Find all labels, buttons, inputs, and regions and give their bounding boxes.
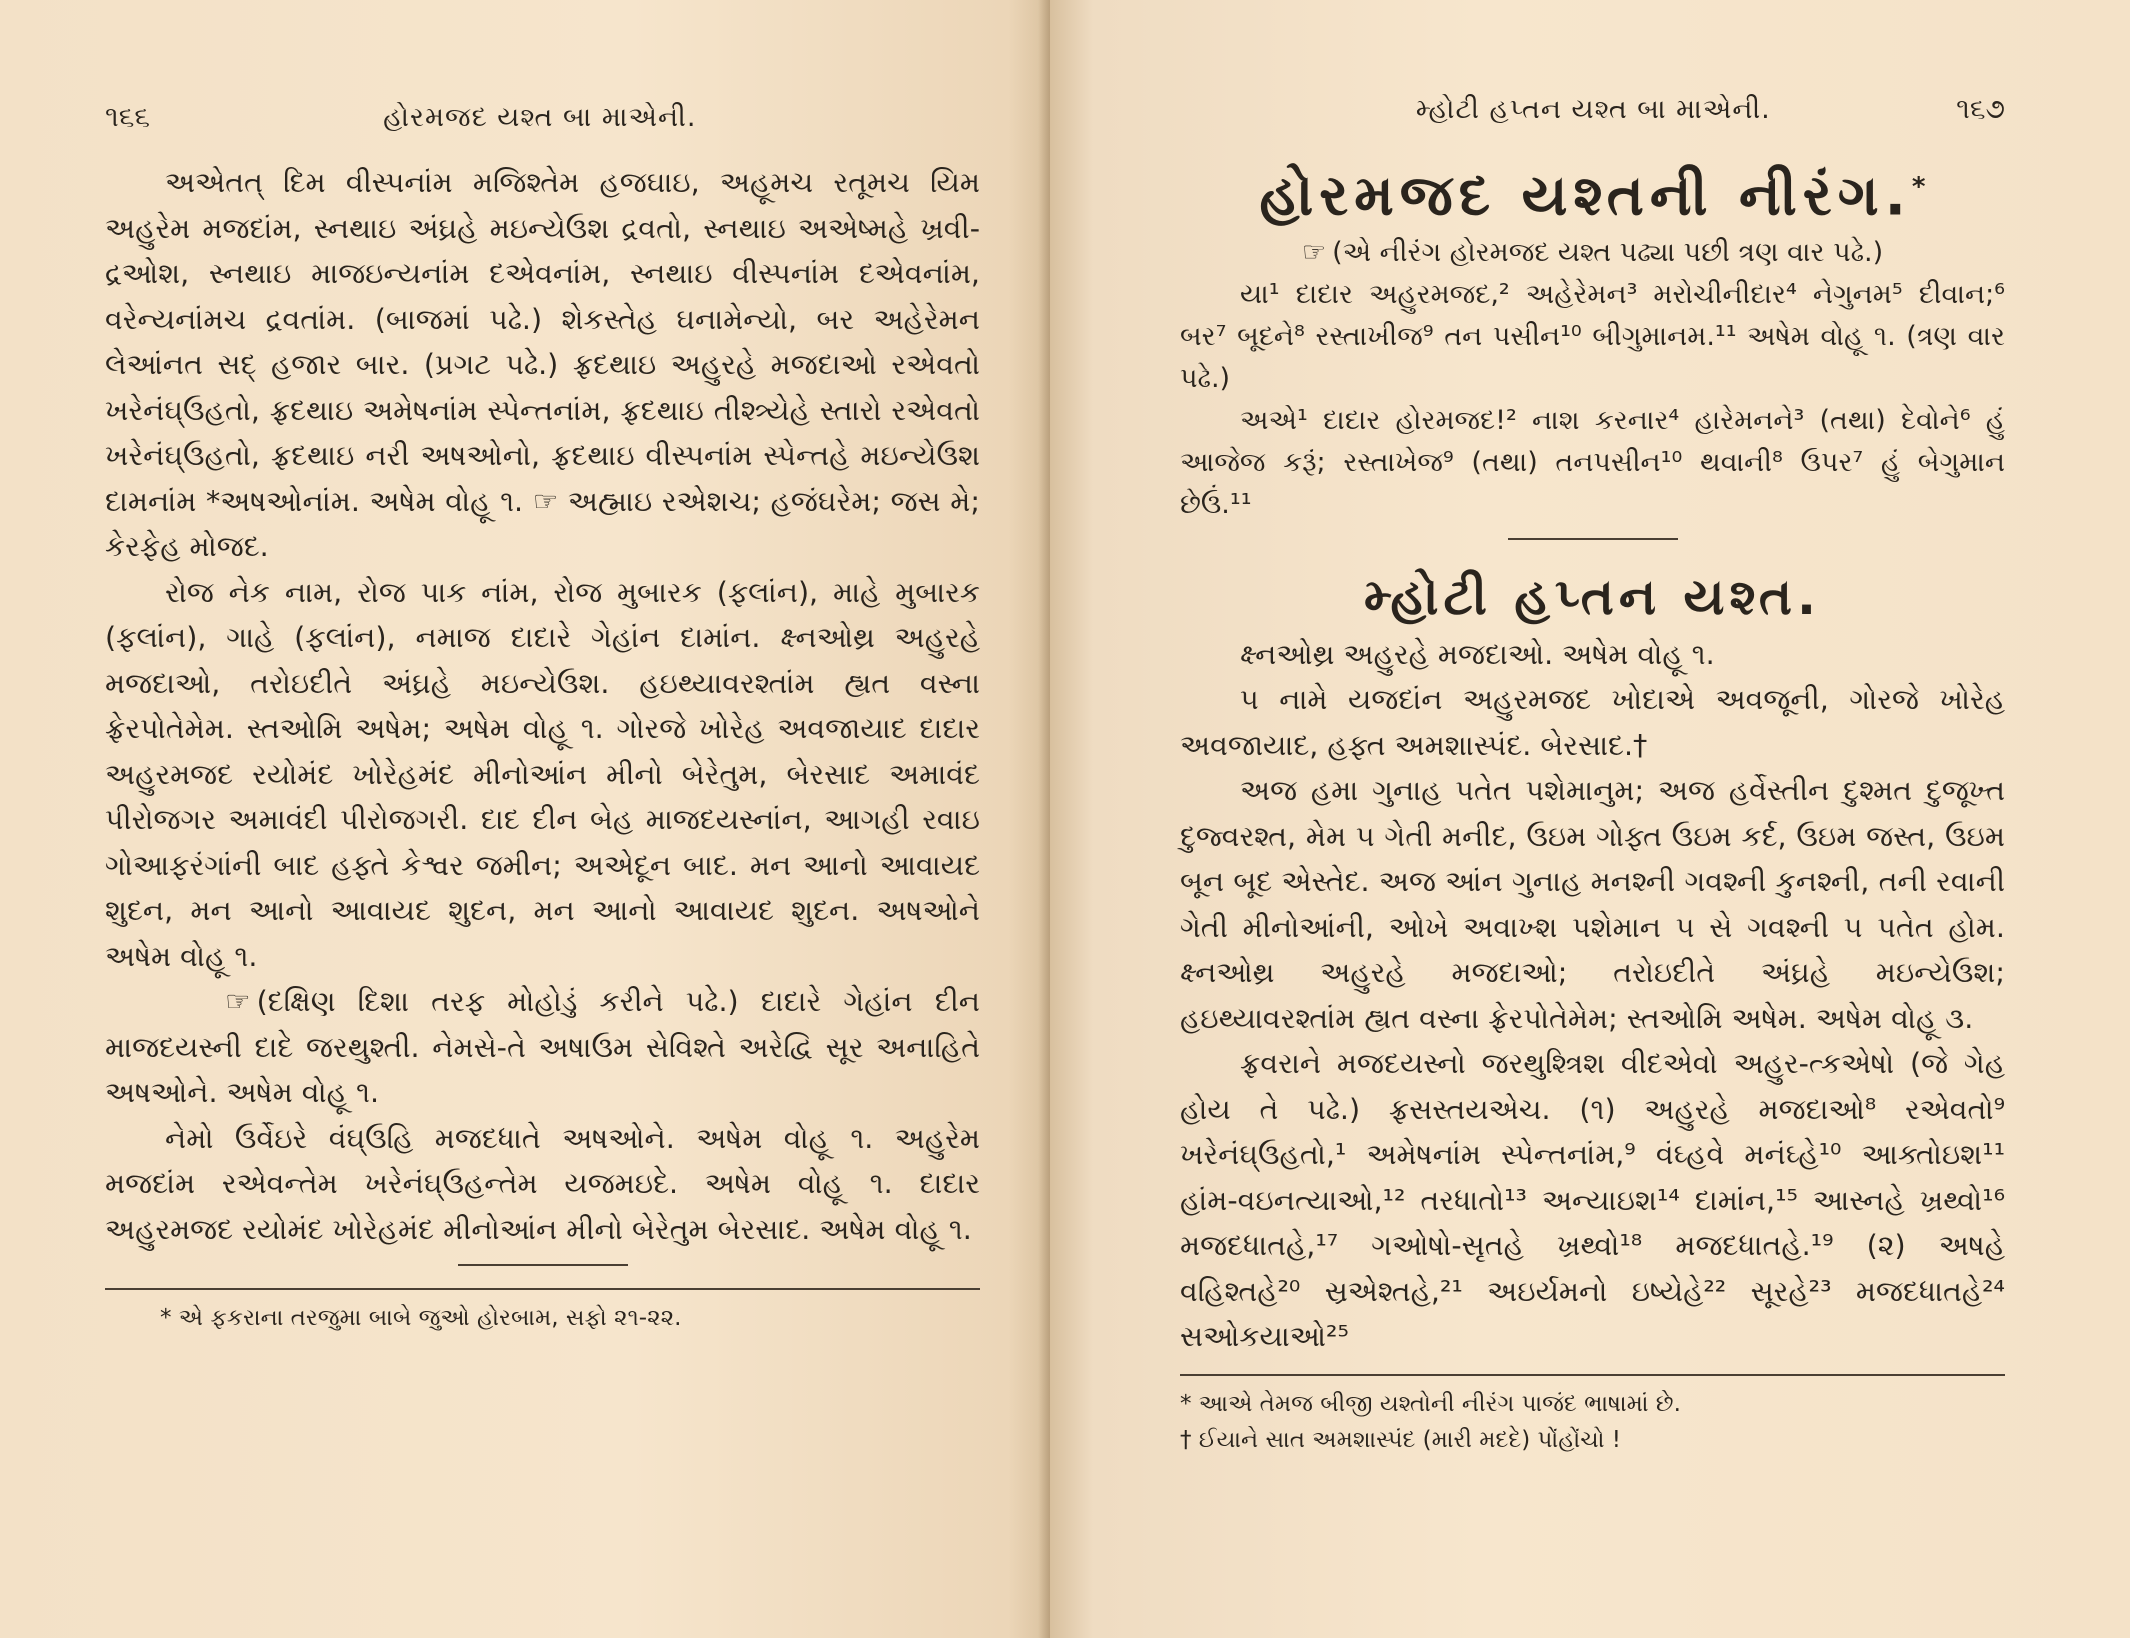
- nirang-heading-mark: *: [1911, 172, 1926, 202]
- right-footnote-1: * આએ તેમજ બીજી યશ્તોની નીરંગ પાજંદ ભાષામાં છે.: [1180, 1390, 1681, 1417]
- right-paragraph-4: ફ્રવરાને મજદયસ્નો જરથુશ્ત્રિશ વીદએવો અહુર-ત્કએષો (જે ગેહ હોય તે પઢે.) ફ્રસસ્તયએચ. (૧) અહુરહે મજદાઓ⁸ રએવતો⁹ ખરેનંઘ્ઉહતો,¹ અમેષનાંમ સ્પેન્તનાંમ,⁹ વંઘ્હવે મનંઘ્હે¹⁰ આક્તોઇશ¹¹ હાંમ-વઇનત્યાઓ,¹² તરધાતો¹³ અન્યાઇશ¹⁴ દામાંન,¹⁵ આસ્નહે ખ્રથ્વો¹⁶ મજદધાતહે,¹⁷ ગઓષો-સૃતહે ખ્રથ્વો¹⁸ મજદધાતહે.¹⁹ (૨) અષહે વહિશ્તહે²⁰ સ્રએશ્તહે,²¹ અઇર્યમનો ઇષ્યેહે²² સૂરહે²³ મજદધાતહે²⁴ સઓકયાઓ²⁵: [1180, 1047, 2005, 1354]
- nirang-instruction-text: (એ નીરંગ હોરમજદ યશ્ત પઢ્યા પછી ત્રણ વાર પઢે.): [1332, 236, 1884, 268]
- left-paragraph-1: અએતત્ દિમ વીસ્પનાંમ મજિશ્તેમ હજઘાઇ, અહૂમચ રતૂમચ યિમ અહુરેમ મજદાંમ, સ્નથાઇ અંઘ્રહે મઇન્યેઉશ દ્રવતો, સ્નથાઇ અએષ્મહે ખ્રવી-દ્રઓશ, સ્નથાઇ માજઇન્યનાંમ દએવનાંમ, સ્નથાઇ વીસ્પનાંમ દએવનાંમ, વરેન્યનાંમચ દ્રવતાંમ. (બાજમાં પઢે.) શેકસ્તેહ ઘનામેન્યો, બર અહેરેમન લેઆંનત સદ્ હજાર બાર. (પ્રગટ પઢે.) ફ્રદથાઇ અહુરહે મજદાઓ રએવતો ખરેનંઘ્ઉહતો, ફ્રદથાઇ અમેષનાંમ સ્પેન્તનાંમ, ફ્રદથાઇ તીશ્ત્ર્યેહે સ્તારો રએવતો ખરેનંઘ્ઉહતો, ફ્રદથાઇ નરી અષઓનો, ફ્રદથાઇ વીસ્પનાંમ સ્પેન્તહે મઇન્યેઉશ દામનાંમ *અષઓનાંમ. અષેમ વોહૂ ૧. ☞ અહ્માઇ રએશચ; હજંઘરેમ; જસ મે; કેરફેહ મોજદ.: [105, 166, 980, 563]
- left-separator: [458, 1264, 628, 1266]
- left-page-number: ૧૬૬: [105, 100, 151, 133]
- pointing-hand-icon: ☞: [1301, 236, 1327, 268]
- right-page: [1050, 0, 2130, 1638]
- left-paragraph-3: [105, 979, 980, 1116]
- pointing-hand-icon: ☞: [225, 985, 251, 1018]
- nirang-instruction: [1180, 232, 2005, 274]
- nirang-heading-text: હોરમજદ યશ્તની નીરંગ.: [1259, 163, 1912, 229]
- right-page-number: ૧૬૭: [1956, 92, 2005, 125]
- right-footnote-rule: [1180, 1374, 2005, 1376]
- nirang-text: યા¹ દાદાર અહુરમજદ,² અહેરેમન³ મરોચીનીદાર⁴ નેગુનમ⁵ દીવાન;⁶ બર⁷ બૂદને⁸ રસ્તાખીજ⁹ તન પસીન¹⁰ બીગુમાનમ.¹¹ અષેમ વોહૂ ૧. (ત્રણ વાર પઢે.): [1180, 278, 2005, 394]
- right-paragraph-3: અજ હમા ગુનાહ પતેત પશેમાનુમ; અજ હર્વેસ્તીન દુશ્મત દુજૂખ્ત દુજ્વરશ્ત, મેમ ૫ ગેતી મનીદ, ઉઇમ ગોફ્ત ઉઇમ કર્દ, ઉઇમ જસ્ત, ઉઇમ બૂન બૂદ એસ્તેદ. અજ આંન ગુનાહ મનશ્ની ગવશ્ની કુનશ્ની, તની રવાની ગેતી મીનોઆંની, ઓખે અવાખ્શ પશેમાન ૫ સે ગવશ્ની ૫ પતેત હોમ. ક્ષ્નઓથ્ર અહુરહે મજદાઓ; તરોઇદીતે અંઘ્રહે મઇન્યેઉશ; હઇથ્યાવરશ્તાંમ હ્યત વસ્ના ફ્રેરપોતેમેમ; સ્તઓમિ અષેમ. અષેમ વોહૂ ૩.: [1180, 774, 2005, 1035]
- left-paragraph-4: નેમો ઉર્વેઇરે વંઘ્ઉહિ મજદધાતે અષઓને. અષેમ વોહૂ ૧. અહુરેમ મજદાંમ રએવન્તેમ ખરેનંઘ્ઉહન્તેમ યજમઇદે. અષેમ વોહૂ ૧. દાદાર અહુરમજદ રયોમંદ ખોરેહમંદ મીનોઆંન મીનો બેરેતુમ બેરસાદ. અષેમ વોહૂ ૧.: [105, 1121, 980, 1246]
- haptan-heading: મ્હોટી હપ્તન યશ્ત.: [1363, 567, 1821, 626]
- left-paragraph-3-text: દાદારે ગેહાંન દીન માજદયસ્ની દાદે જરથુશ્તી. નેમસે-તે અષાઉમ સેવિશ્તે અરેદ્વિ સૂર અનાહિતે અષઓને. અષેમ વોહૂ ૧.: [105, 985, 981, 1109]
- left-running-title: હોરમજદ યશ્ત બા માએની.: [383, 102, 697, 133]
- left-footnote: * એ ફકરાના તરજુમા બાબે જુઓ હોરબામ, સફો ૨૧-૨૨.: [160, 1305, 682, 1331]
- right-running-title: મ્હોટી હપ્તન યશ્ત બા માએની.: [1415, 94, 1771, 125]
- left-body: [105, 160, 980, 1252]
- nirang-block: [1180, 274, 2005, 526]
- left-paragraph-2: રોજ નેક નામ, રોજ પાક નાંમ, રોજ મુબારક (ફલાંન), માહે મુબારક (ફલાંન), ગાહે (ફલાંન), નમાજ દાદારે ગેહાંન દામાંન. ક્ષ્નઓથ્ર અહુરહે મજદાઓ, તરોઇદીતે અંઘ્રહે મઇન્યેઉશ. હઇથ્યાવરશ્તાંમ હ્યત વસ્ના ફ્રેરપોતેમેમ. સ્તઓમિ અષેમ; અષેમ વોહૂ ૧. ગોરજે ખોરેહ અવજાયાદ દાદાર અહુરમજદ રયોમંદ ખોરેહમંદ મીનોઆંન મીનો બેરેતુમ, બેરસાદ અમાવંદ પીરોજગર અમાવંદી પીરોજગરી. દાદ દીન બેહ માજદયસ્નાંન, આગહી રવાઇ ગોઆફરંગાંની બાદ હફ્તે કેશ્વર જમીન; અએદૂન બાદ. મન આનો આવાયદ શુદન, મન આનો આવાયદ શુદન, મન આનો આવાયદ શુદન. અષઓને અષેમ વોહૂ ૧.: [105, 575, 980, 973]
- right-paragraph-2: ૫ નામે યજદાંન અહુરમજદ ખોદાએ અવજૂની, ગોરજે ખોરેહ અવજાયાદ, હફ્ત અમશાસ્પંદ. બેરસાદ.†: [1180, 683, 2005, 762]
- left-instruction: (દક્ષિણ દિશા તરફ મોહોડું કરીને પઢે.): [256, 985, 739, 1018]
- right-paragraph-1: ક્ષ્નઓથ્ર અહુરહે મજદાઓ. અષેમ વોહૂ ૧.: [1240, 637, 1715, 671]
- right-running-head: [1180, 92, 2005, 136]
- right-body: [1180, 632, 2005, 1360]
- left-running-head: [105, 100, 980, 144]
- nirang-heading: [1180, 152, 2005, 232]
- right-separator: [1508, 538, 1678, 540]
- nirang-translation: અએ¹ દાદાર હોરમજદ!² નાશ કરનાર⁴ હારેમનને³ (તથા) દેવોને⁶ હું આજેજ કરૂં; રસ્તાખેજ⁹ (તથા) તનપસીન¹⁰ થવાની⁸ ઉપર⁷ હું બેગુમાન છેઉં.¹¹: [1180, 404, 2005, 520]
- left-page: [0, 0, 1050, 1638]
- left-footnote-rule: [105, 1288, 980, 1290]
- right-footnote-2: † ઈયાને સાત અમશાસ્પંદ (મારી મદદે) પોંહોંચો !: [1180, 1426, 1621, 1453]
